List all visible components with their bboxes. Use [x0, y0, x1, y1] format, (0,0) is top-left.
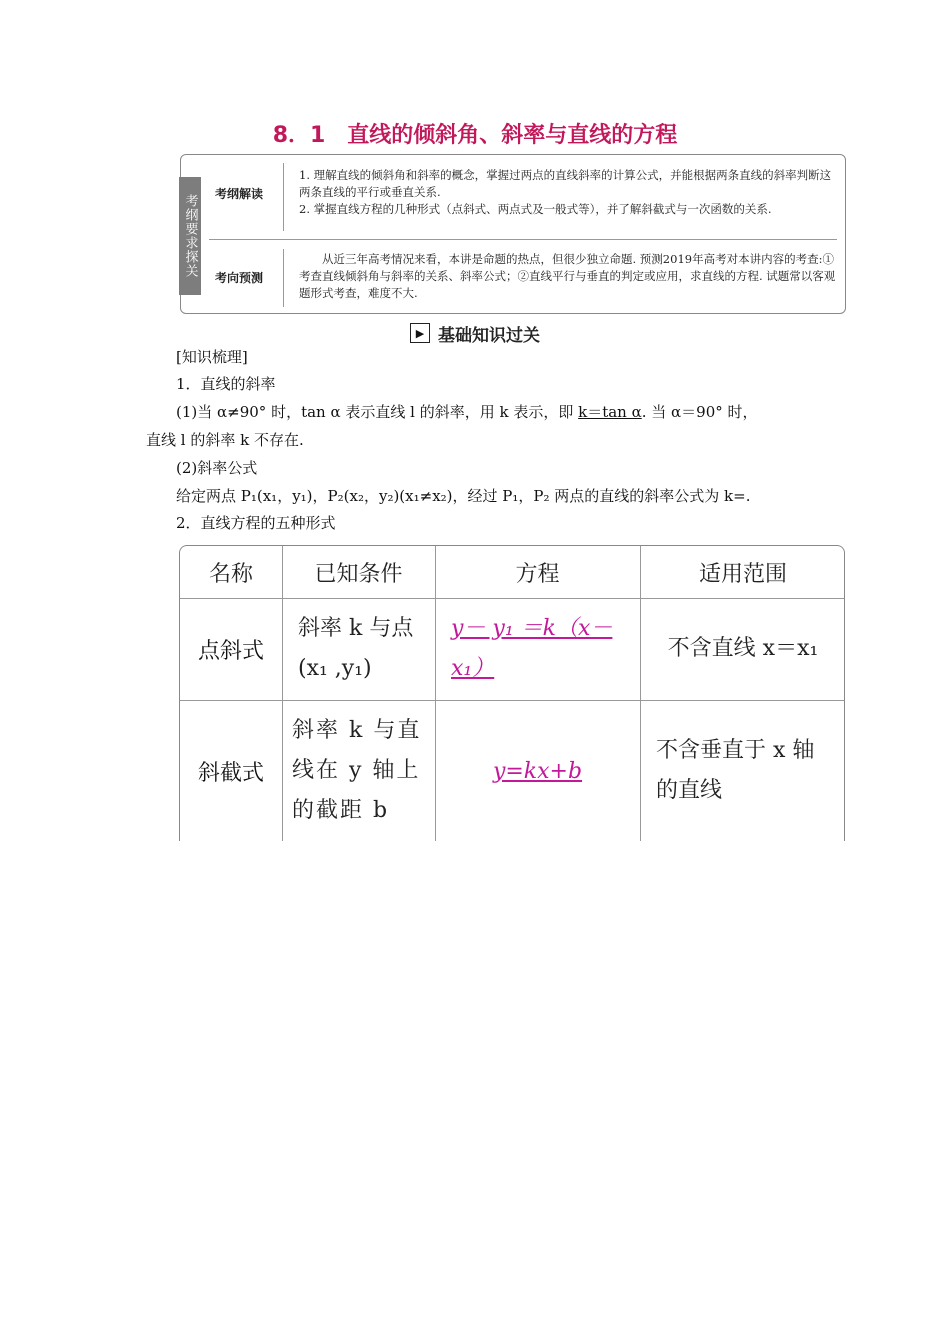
header-equation: 方程: [515, 561, 560, 587]
row-slope-intercept-condition: [282, 700, 435, 841]
condition-line: 的截距 b: [292, 798, 390, 823]
page-title: 8．1 直线的倾斜角、斜率与直线的方程: [272, 123, 678, 148]
header-name: 名称: [208, 561, 253, 587]
row-point-slope-condition: [282, 598, 435, 700]
play-icon: ▶: [410, 323, 430, 343]
slope-text-a: (1)当 α≠90° 时，tan α 表示直线 l 的斜率，用 k 表示，即: [176, 403, 574, 421]
exam-side-label: 考纲要求探关: [179, 177, 201, 295]
divider: [283, 163, 284, 231]
exam-forecast-label: 考向预测: [215, 271, 264, 285]
row-point-slope-range: 不含直线 x＝x₁: [667, 636, 819, 661]
item-slope: 1．直线的斜率: [176, 375, 276, 393]
divider: [283, 249, 284, 307]
knowledge-heading: [知识梳理]: [176, 348, 248, 366]
exam-forecast-text: 从近三年高考情况来看，本讲是命题的热点，但很少独立命题. 预测2019年高考对本讲内容的考查:①考查直线倾斜角与斜率的关系、斜率公式；②直线平行与垂直的判定或应用，求直线的方程. 试题常以客观题形式考查，难度不大.: [299, 252, 836, 300]
exam-outline-box: [180, 154, 846, 314]
row-point-slope-name: 点斜式: [197, 638, 264, 664]
slope-formula: 给定两点 P₁(x₁，y₁)，P₂(x₂，y₂)(x₁≠x₂)，经过 P₁，P₂ 两点的直线的斜率公式为 k=.: [176, 487, 751, 505]
range-line: 的直线: [656, 778, 723, 803]
equation-line: x₁）: [451, 656, 495, 681]
slope-text-b: . 当 α＝90° 时，: [641, 403, 758, 421]
row-point-slope-equation: [435, 598, 640, 700]
exam-outline-text: 1. 理解直线的倾斜角和斜率的概念，掌握过两点的直线斜率的计算公式，并能根据两条直线的斜率判断这两条直线的平行或垂直关系. 2. 掌握直线方程的几种形式（点斜式、两点式及一般式等），并了解斜截式与一次函数的关系.: [299, 168, 832, 216]
exam-outline-label: 考纲解读: [215, 187, 264, 201]
row-slope-intercept-name: 斜截式: [197, 760, 264, 786]
item-line-equations: 2．直线方程的五种形式: [176, 514, 336, 532]
header-range: 适用范围: [698, 561, 787, 587]
section-banner: [410, 320, 540, 346]
equation-forms-table: [179, 545, 845, 841]
condition-line: 斜率 k 与直: [292, 718, 422, 743]
condition-line: 斜率 k 与点: [298, 616, 414, 641]
header-condition: 已知条件: [314, 561, 403, 587]
slope-answer: k＝tan α: [578, 403, 642, 421]
slope-formula-heading: (2)斜率公式: [176, 459, 258, 477]
equation-line: y=kx+b: [492, 758, 583, 784]
range-line: 不含垂直于 x 轴: [656, 738, 815, 763]
divider: [209, 239, 837, 240]
equation-line: y－ y₁ ＝k（x－: [451, 616, 613, 641]
slope-undefined: 直线 l 的斜率 k 不存在.: [146, 431, 304, 449]
condition-line: (x₁ ,y₁): [298, 656, 372, 681]
condition-line: 线在 y 轴上: [292, 758, 421, 783]
banner-text: 基础知识过关: [438, 325, 540, 346]
row-slope-intercept-range: [640, 700, 845, 841]
slope-definition: [176, 401, 758, 423]
row-slope-intercept-equation: [435, 700, 640, 841]
